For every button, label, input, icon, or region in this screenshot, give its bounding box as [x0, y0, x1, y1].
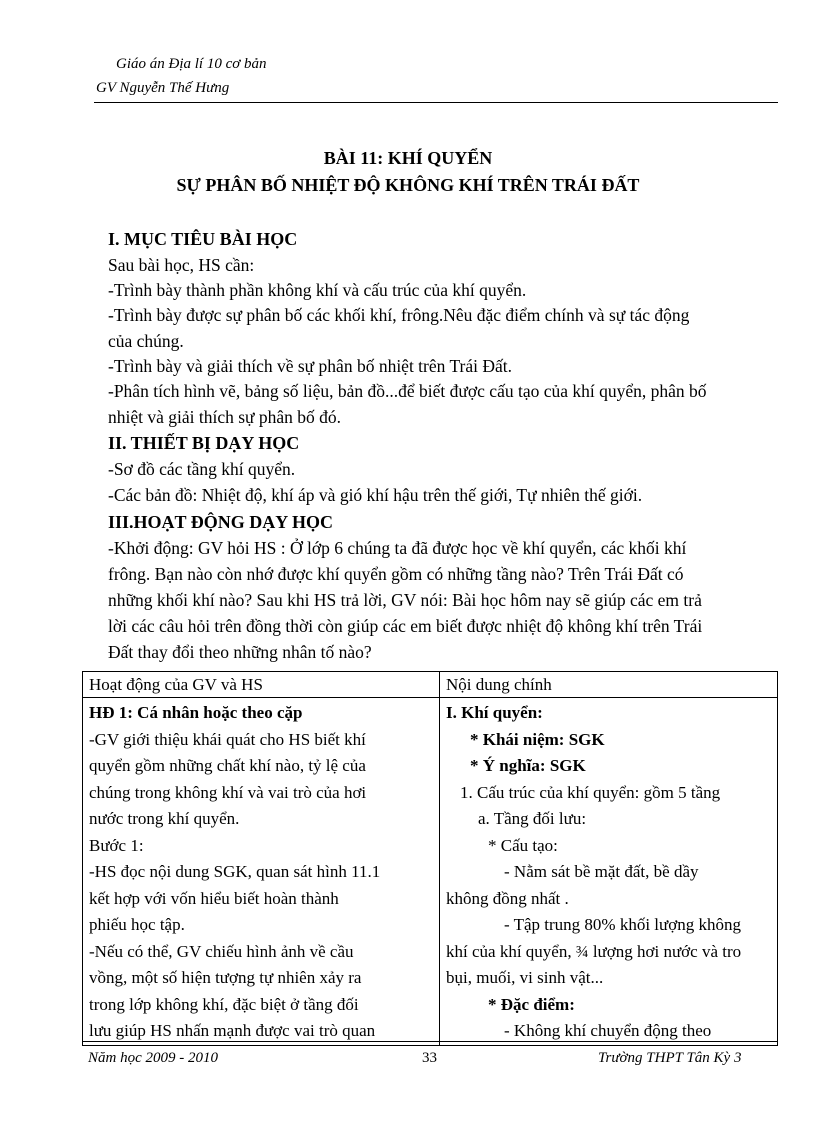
- table-row: [83, 698, 778, 1046]
- activity-line: lưu giúp HS nhấn mạnh được vai trò quan: [89, 1021, 376, 1040]
- section-3-line: những khối khí nào? Sau khi HS trả lời, GV nói: Bài học hôm nay sẽ giúp các em trả: [108, 590, 702, 610]
- content-line: khí của khí quyển, ¾ lượng hơi nước và tro: [446, 941, 742, 961]
- footer-school-name: Trường THPT Tân Kỳ 3: [598, 1050, 742, 1066]
- activity-line: HĐ 1: Cá nhân hoặc theo cặp: [89, 703, 303, 722]
- activities-cell: [83, 698, 440, 1046]
- section-1-heading: I. MỤC TIÊU BÀI HỌC: [108, 229, 298, 249]
- section-1-line: Sau bài học, HS cần:: [108, 255, 255, 275]
- header-line-subject: Giáo án Địa lí 10 cơ bản: [116, 56, 267, 72]
- section-2-line: -Sơ đồ các tầng khí quyển.: [108, 459, 296, 479]
- section-3-line: frông. Bạn nào còn nhớ được khí quyển gồm có những tầng nào? Trên Trái Đất có: [108, 564, 684, 584]
- content-line: 1. Cấu trúc của khí quyển: gồm 5 tầng: [460, 782, 721, 802]
- content-line: - Không khí chuyển động theo: [504, 1021, 712, 1040]
- activity-table: [82, 671, 778, 1046]
- section-1-line: -Phân tích hình vẽ, bảng số liệu, bản đồ...để biết được cấu tạo của khí quyển, phân bố: [108, 381, 707, 401]
- section-2-heading: II. THIẾT BỊ DẠY HỌC: [108, 433, 300, 453]
- header-divider: [94, 102, 778, 103]
- content-line: - Tập trung 80% khối lượng không: [504, 915, 741, 934]
- content-line: * Đặc điểm:: [488, 994, 575, 1014]
- activity-line: trong lớp không khí, đặc biệt ở tầng đối: [89, 994, 359, 1014]
- content-line: I. Khí quyển:: [446, 703, 543, 722]
- content-line: a. Tầng đối lưu:: [478, 809, 587, 828]
- footer-divider: [82, 1041, 778, 1042]
- content-line: không đồng nhất .: [446, 888, 569, 908]
- section-1-line: -Trình bày được sự phân bố các khối khí, frông.Nêu đặc điểm chính và sự tác động: [108, 305, 690, 325]
- lesson-title: BÀI 11: KHÍ QUYỂN: [323, 148, 493, 168]
- activity-line: vồng, một số hiện tượng tự nhiên xảy ra: [89, 968, 362, 987]
- footer-school-year: Năm học 2009 - 2010: [88, 1050, 218, 1066]
- section-2-line: -Các bản đồ: Nhiệt độ, khí áp và gió khí hậu trên thế giới, Tự nhiên thế giới.: [108, 485, 643, 505]
- activity-line: chúng trong không khí và vai trò của hơi: [89, 782, 367, 802]
- activity-line: -GV giới thiệu khái quát cho HS biết khí: [89, 729, 366, 749]
- section-1-line: -Trình bày và giải thích về sự phân bố nhiệt trên Trái Đất.: [108, 356, 512, 376]
- table-header-row: [83, 672, 778, 698]
- content-line: * Khái niệm: SGK: [470, 729, 605, 749]
- section-3-line: lời các câu hỏi trên đồng thời còn giúp các em biết được nhiệt độ không khí trên Trái: [108, 616, 703, 636]
- activity-line: phiếu học tập.: [89, 915, 185, 934]
- section-3-heading: III.HOẠT ĐỘNG DẠY HỌC: [108, 512, 334, 532]
- section-1-line: của chúng.: [108, 331, 184, 351]
- page-number: 33: [422, 1050, 437, 1066]
- content-line: bụi, muối, vi sinh vật...: [446, 968, 604, 987]
- content-line: * Ý nghĩa: SGK: [470, 756, 586, 775]
- section-1-line: -Trình bày thành phần không khí và cấu trúc của khí quyển.: [108, 280, 527, 300]
- section-3-line: Đất thay đổi theo những nhân tố nào?: [108, 642, 372, 662]
- activity-line: Bước 1:: [89, 835, 144, 855]
- activity-line: kết hợp với vốn hiểu biết hoàn thành: [89, 888, 339, 908]
- section-1-line: nhiệt và giải thích sự phân bố đó.: [108, 407, 342, 427]
- section-3-line: -Khởi động: GV hỏi HS : Ở lớp 6 chúng ta đã được học về khí quyển, các khối khí: [108, 538, 687, 558]
- column-header-content: Nội dung chính: [440, 672, 778, 698]
- lesson-subtitle: SỰ PHÂN BỐ NHIỆT ĐỘ KHÔNG KHÍ TRÊN TRÁI ĐẤT: [176, 175, 640, 195]
- activity-line: quyển gồm những chất khí nào, tỷ lệ của: [89, 756, 366, 775]
- activity-line: -HS đọc nội dung SGK, quan sát hình 11.1: [89, 862, 381, 881]
- content-cell: [440, 698, 778, 1046]
- column-header-activities: Hoạt động của GV và HS: [83, 672, 440, 698]
- header-line-teacher: GV Nguyễn Thế Hưng: [96, 80, 230, 96]
- activity-line: -Nếu có thể, GV chiếu hình ảnh về cầu: [89, 941, 354, 961]
- content-line: - Nằm sát bề mặt đất, bề dầy: [504, 862, 699, 881]
- content-line: * Cấu tạo:: [488, 835, 558, 855]
- activity-line: nước trong khí quyển.: [89, 809, 240, 828]
